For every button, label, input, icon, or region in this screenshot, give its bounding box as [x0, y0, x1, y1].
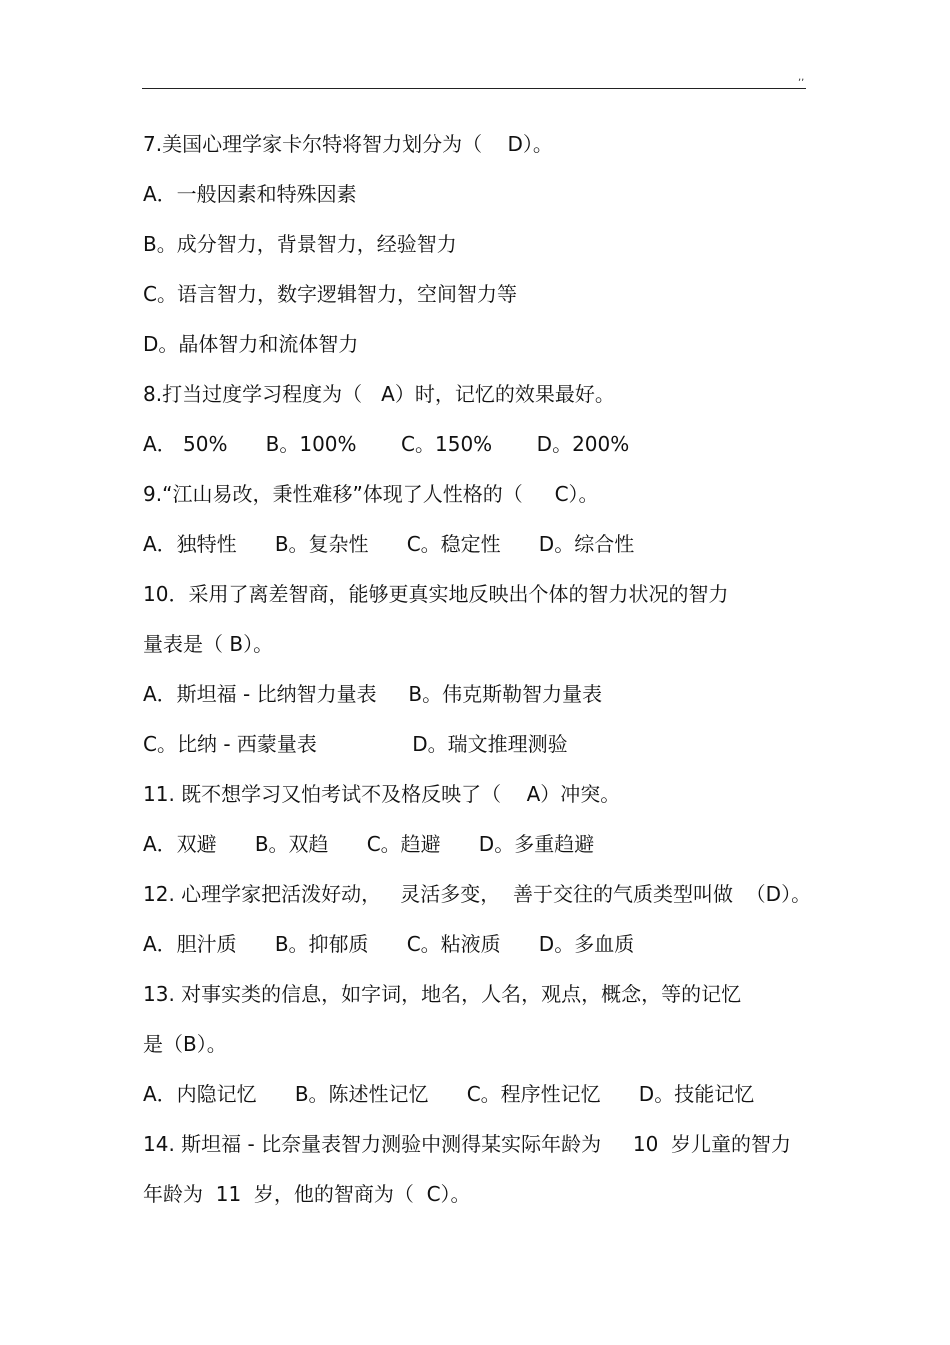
header-rule	[142, 88, 806, 89]
question-8: 8.打当过度学习程度为（ A）时，记忆的效果最好。	[143, 382, 615, 406]
question-10-options-ab: A．斯坦福 - 比纳智力量表 B。伟克斯勒智力量表	[143, 682, 603, 706]
question-7: 7.美国心理学家卡尔特将智力划分为（ D）。	[143, 132, 553, 156]
header-mark: ,,	[798, 72, 805, 83]
question-12: 12. 心理学家把活泼好动， 灵活多变， 善于交往的气质类型叫做 （D）。	[143, 882, 812, 906]
question-14-continued: 年龄为 11 岁，他的智商为（ C）。	[143, 1182, 471, 1206]
question-12-options: A．胆汁质 B。抑郁质 C。粘液质 D。多血质	[143, 932, 635, 956]
question-7-option-c: C。语言智力，数字逻辑智力，空间智力等	[143, 282, 517, 306]
question-9-options: A．独特性 B。复杂性 C。稳定性 D。综合性	[143, 532, 635, 556]
question-9: 9.“江山易改，秉性难移”体现了人性格的（ C）。	[143, 482, 599, 506]
question-14: 14. 斯坦福 - 比奈量表智力测验中测得某实际年龄为 10 岁儿童的智力	[143, 1132, 792, 1156]
question-10: 10．采用了离差智商，能够更真实地反映出个体的智力状况的智力	[143, 582, 729, 606]
question-11-options: A．双避 B。双趋 C。趋避 D。多重趋避	[143, 832, 595, 856]
question-10-options-cd: C。比纳 - 西蒙量表 D。瑞文推理测验	[143, 732, 568, 756]
question-7-option-a: A．一般因素和特殊因素	[143, 182, 357, 206]
document-body	[143, 128, 823, 1228]
question-7-option-b: B。成分智力，背景智力，经验智力	[143, 232, 457, 256]
question-8-options: A． 50% B。100% C。150% D。200%	[143, 432, 630, 456]
question-10-continued: 量表是（ B）。	[143, 632, 274, 656]
question-13: 13. 对事实类的信息，如字词，地名，人名，观点，概念，等的记忆	[143, 982, 742, 1006]
question-13-continued: 是（B）。	[143, 1032, 227, 1056]
question-11: 11. 既不想学习又怕考试不及格反映了（ A）冲突。	[143, 782, 621, 806]
question-13-options: A．内隐记忆 B。陈述性记忆 C。程序性记忆 D。技能记忆	[143, 1082, 755, 1106]
question-7-option-d: D。晶体智力和流体智力	[143, 332, 359, 356]
